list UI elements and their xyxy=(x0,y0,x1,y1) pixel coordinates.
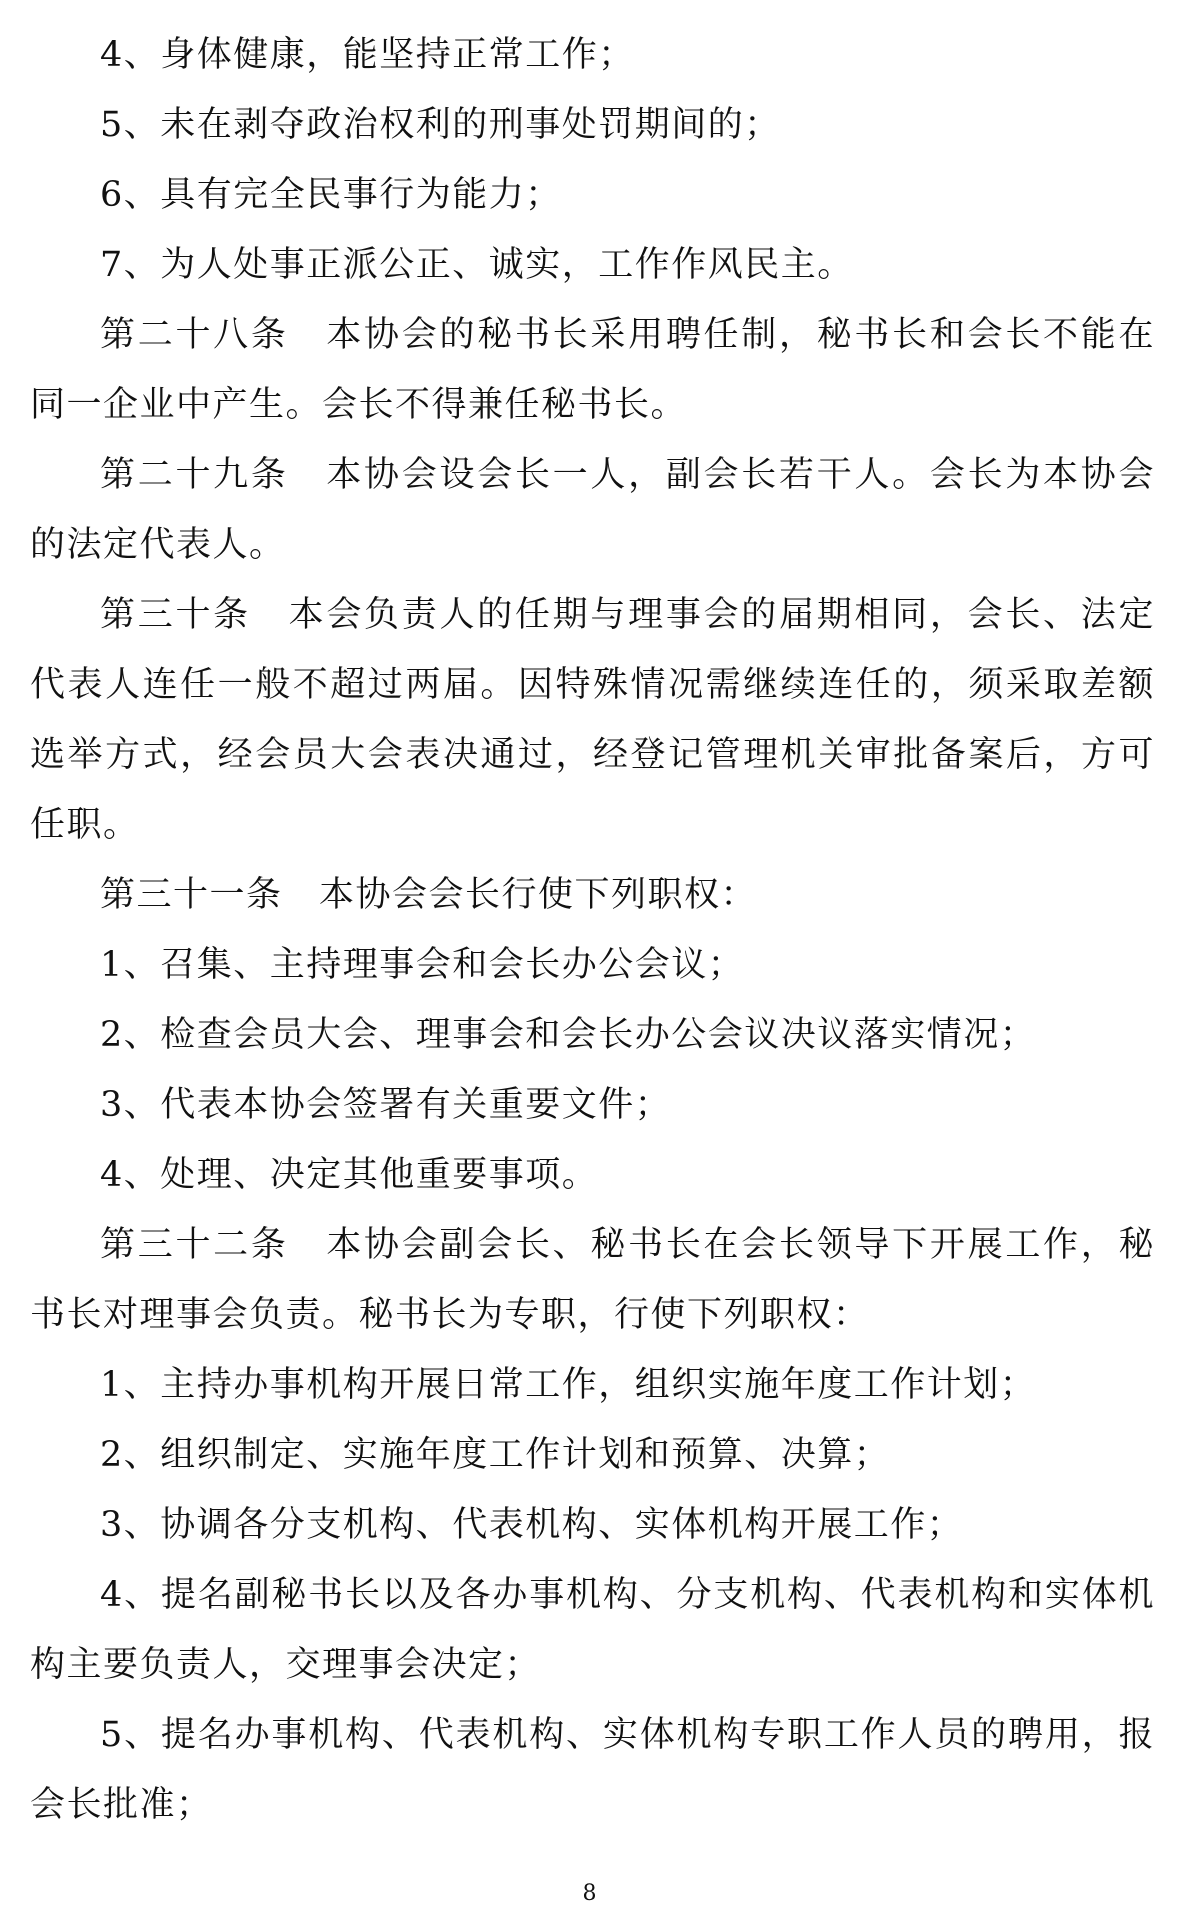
article-31-item-4: 4、处理、决定其他重要事项。 xyxy=(100,1155,599,1195)
article-32-item-2: 2、组织制定、实施年度工作计划和预算、决算； xyxy=(100,1435,891,1475)
article-32-item-5: 5、提名办事机构、代表机构、实体机构专职工作人员的聘用，报会长批准； xyxy=(30,1715,1155,1825)
list-item-integrity: 7、为人处事正派公正、诚实，工作作风民主。 xyxy=(100,245,854,285)
article-31-item-1: 1、召集、主持理事会和会长办公会议； xyxy=(100,945,745,985)
article-31: 第三十一条 本协会会长行使下列职权： xyxy=(100,875,758,915)
article-28: 第二十八条 本协会的秘书长采用聘任制，秘书长和会长不能在同一企业中产生。会长不得兼任秘书长。 xyxy=(30,315,1155,425)
article-32-item-4: 4、提名副秘书长以及各办事机构、分支机构、代表机构和实体机构主要负责人，交理事会决定； xyxy=(30,1575,1155,1685)
article-32-item-3: 3、协调各分支机构、代表机构、实体机构开展工作； xyxy=(100,1505,964,1545)
article-30: 第三十条 本会负责人的任期与理事会的届期相同，会长、法定代表人连任一般不超过两届。因特殊情况需继续连任的，须采取差额选举方式，经会员大会表决通过，经登记管理机关审批备案后，方可任职。 xyxy=(30,595,1155,845)
article-31-item-3: 3、代表本协会签署有关重要文件； xyxy=(100,1085,672,1125)
document-body xyxy=(30,20,1155,1840)
article-32-item-1: 1、主持办事机构开展日常工作，组织实施年度工作计划； xyxy=(100,1365,1037,1405)
list-item-political-rights: 5、未在剥夺政治权利的刑事处罚期间的； xyxy=(100,105,781,145)
article-31-item-2: 2、检查会员大会、理事会和会长办公会议决议落实情况； xyxy=(100,1015,1037,1055)
page-number: 8 xyxy=(582,1881,597,1906)
article-32: 第三十二条 本协会副会长、秘书长在会长领导下开展工作，秘书长对理事会负责。秘书长为专职，行使下列职权： xyxy=(30,1225,1155,1335)
list-item-health: 4、身体健康，能坚持正常工作； xyxy=(100,35,635,75)
list-item-civil-capacity: 6、具有完全民事行为能力； xyxy=(100,175,562,215)
article-29: 第二十九条 本协会设会长一人，副会长若干人。会长为本协会的法定代表人。 xyxy=(30,455,1155,565)
